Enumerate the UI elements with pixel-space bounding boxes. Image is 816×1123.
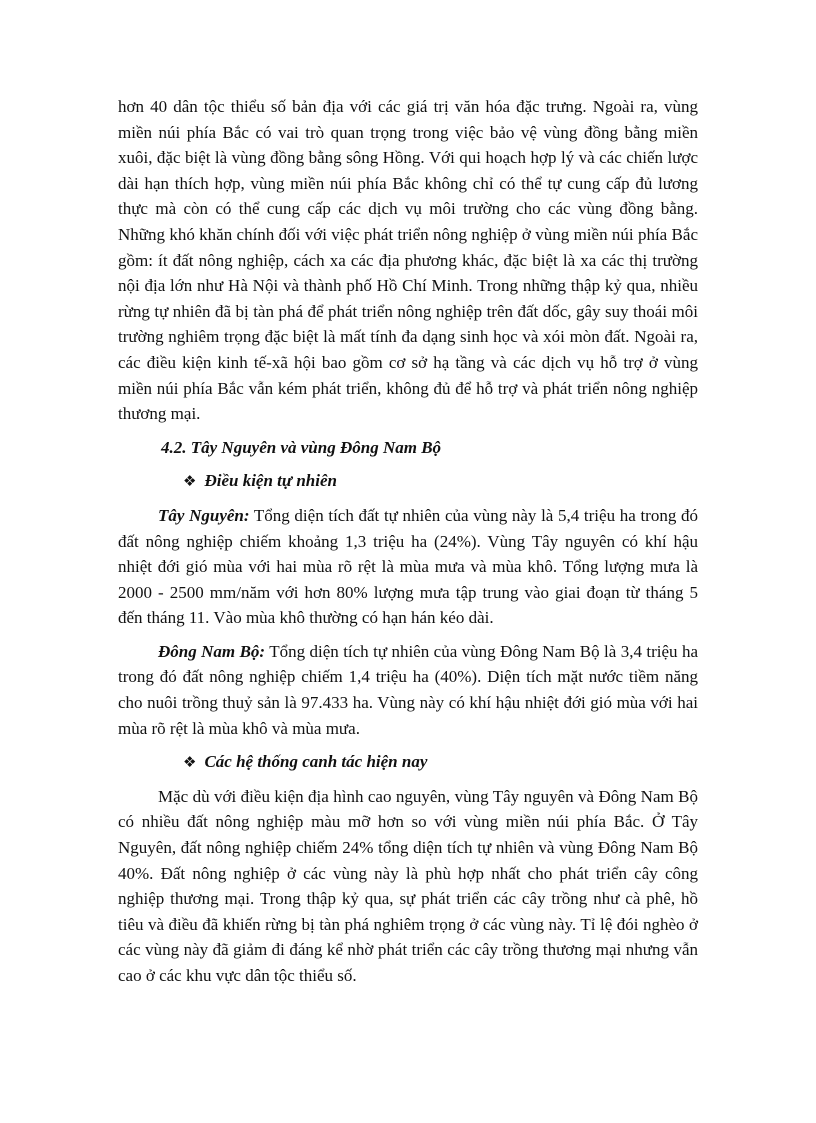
farming-systems-paragraph: Mặc dù với điều kiện địa hình cao nguyên, vùng Tây nguyên và Đông Nam Bộ có nhiều đất nông nghiệp màu mỡ hơn so với vùng miền núi phía Bắc. Ở Tây Nguyên, đất nông nghiệp chiếm 24% tổng diện tích tự nhiên và vùng Đông Nam Bộ 40%. Đất nông nghiệp ở các vùng này là phù hợp nhất cho phát triển cây công nghiệp thương mại. Trong thập kỷ qua, sự phát triển các cây trồng như cà phê, hồ tiêu và điều đã khiến rừng bị tàn phá nghiêm trọng ở các vùng này. Tỉ lệ đói nghèo ở các vùng này đã giảm đi đáng kể nhờ phát triển các cây trồng thương mại nhưng vẫn cao ở các khu vực dân tộc thiểu số. (118, 786, 698, 985)
tay-nguyen-paragraph (118, 503, 698, 631)
document-page (118, 94, 698, 989)
subheading-natural-conditions-label: Điều kiện tự nhiên (204, 471, 337, 491)
tay-nguyen-term: Tây Nguyên: (158, 505, 250, 525)
tay-nguyen-text: Tổng diện tích đất tự nhiên của vùng này là 5,4 triệu ha trong đó đất nông nghiệp chiếm khoảng 1,3 triệu ha (24%). Vùng Tây nguyên có khí hậu nhiệt đới gió mùa với hai mùa rõ rệt là mùa mưa và mùa khô. Tổng lượng mưa là 2000 - 2500 mm/năm với hơn 80% lượng mưa tập trung vào giai đoạn từ tháng 5 đến tháng 11. Vào mùa khô thường có hạn hán kéo dài. (118, 505, 698, 628)
subheading-natural-conditions (118, 468, 698, 495)
subheading-farming-systems-label: Các hệ thống canh tác hiện nay (204, 752, 428, 772)
dong-nam-bo-term: Đông Nam Bộ: (158, 641, 266, 661)
diamond-bullet-icon: ❖ (183, 753, 197, 772)
intro-paragraph: hơn 40 dân tộc thiểu số bản địa với các giá trị văn hóa đặc trưng. Ngoài ra, vùng miền núi phía Bắc có vai trò quan trọng trong việc bảo vệ vùng đồng bằng miền xuôi, đặc biệt là vùng đồng bằng sông Hồng. Với qui hoạch hợp lý và các chiến lược dài hạn thích hợp, vùng miền núi phía Bắc không chỉ có thể tự cung cấp đủ lương thực mà còn có thể cung cấp các dịch vụ môi trường cho các vùng đồng bằng. Những khó khăn chính đối với việc phát triển nông nghiệp ở vùng miền núi phía Bắc gồm: ít đất nông nghiệp, cách xa các địa phương khác, đặc biệt là xa các thị trường nội địa lớn như Hà Nội và thành phố Hồ Chí Minh. Trong những thập kỷ qua, nhiều rừng tự nhiên đã bị tàn phá để phát triển nông nghiệp trên đất dốc, gây suy thoái môi trường nghiêm trọng đặc biệt là mất tính đa dạng sinh học và xói mòn đất. Ngoài ra, các điều kiện kinh tế-xã hội bao gồm cơ sở hạ tầng và các dịch vụ hỗ trợ ở vùng miền núi phía Bắc vẫn kém phát triển, không đủ để hỗ trợ và phát triển nông nghiệp thương mại. (118, 97, 698, 424)
diamond-bullet-icon: ❖ (183, 472, 197, 491)
section-heading: 4.2. Tây Nguyên và vùng Đông Nam Bộ (161, 437, 442, 457)
subheading-farming-systems (118, 749, 698, 776)
dong-nam-bo-text: Tổng diện tích tự nhiên của vùng Đông Nam Bộ là 3,4 triệu ha trong đó đất nông nghiệp chiếm 1,4 triệu ha (40%). Diện tích mặt nước tiềm năng cho nuôi trồng thuỷ sản là 97.433 ha. Vùng này có khí hậu nhiệt đới gió mùa với hai mùa rõ rệt là mùa khô và mùa mưa. (118, 641, 698, 738)
dong-nam-bo-paragraph (118, 639, 698, 741)
